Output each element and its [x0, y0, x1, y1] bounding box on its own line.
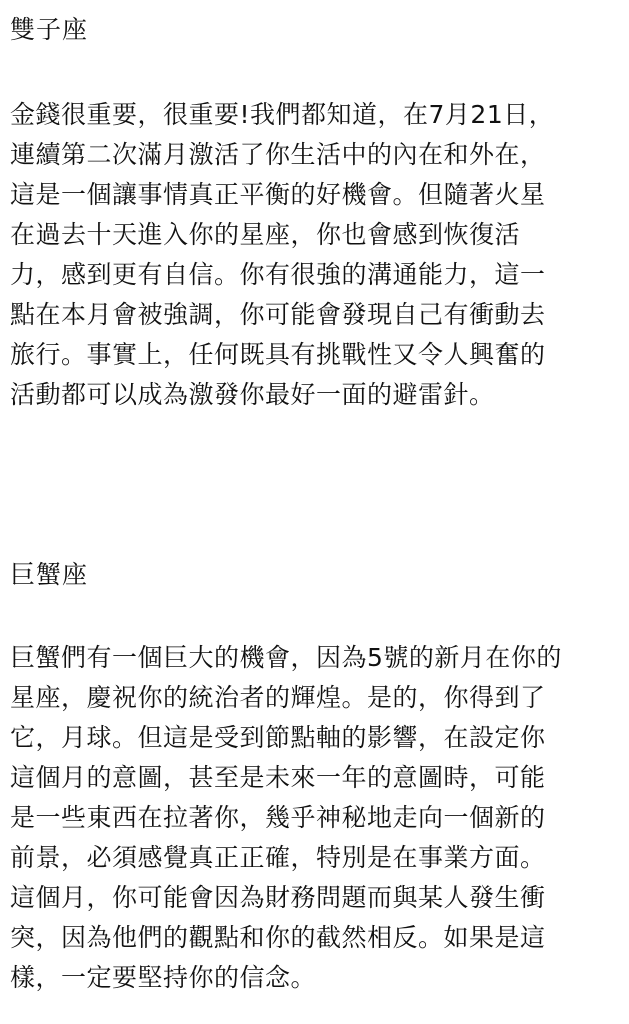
paragraph-line: 巨蟹們有一個巨大的機會，因為5號的新月在你的	[10, 643, 562, 672]
paragraph-line: 是一些東西在拉著你，幾乎神秘地走向一個新的	[10, 803, 546, 832]
paragraph-line: 這是一個讓事情真正平衡的好機會。但隨著火星	[10, 180, 546, 209]
paragraph-line: 活動都可以成為激發你最好一面的避雷針。	[10, 380, 495, 409]
paragraph-line: 前景，必須感覺真正正確，特別是在事業方面。	[10, 843, 546, 872]
horoscope-paragraph-cancer	[10, 638, 622, 998]
paragraph-line: 這個月的意圖，甚至是未來一年的意圖時，可能	[10, 763, 546, 792]
section-title-gemini: 雙子座	[10, 15, 89, 44]
paragraph-line: 突，因為他們的觀點和你的截然相反。如果是這	[10, 923, 546, 952]
paragraph-line: 旅行。事實上，任何既具有挑戰性又令人興奮的	[10, 340, 546, 369]
paragraph-line: 樣，一定要堅持你的信念。	[10, 963, 317, 992]
paragraph-line: 它，月球。但這是受到節點軸的影響，在設定你	[10, 723, 546, 752]
horoscope-paragraph-gemini	[10, 95, 622, 415]
paragraph-line: 點在本月會被強調，你可能會發現自己有衝動去	[10, 300, 546, 329]
section-title-cancer: 巨蟹座	[10, 560, 89, 589]
paragraph-line: 力，感到更有自信。你有很強的溝通能力，這一	[10, 260, 546, 289]
paragraph-line: 這個月，你可能會因為財務問題而與某人發生衝	[10, 883, 546, 912]
paragraph-line: 金錢很重要，很重要!我們都知道，在7月21日，	[10, 100, 555, 129]
paragraph-line: 連續第二次滿月激活了你生活中的內在和外在，	[10, 140, 546, 169]
paragraph-line: 在過去十天進入你的星座，你也會感到恢復活	[10, 220, 521, 249]
paragraph-line: 星座，慶祝你的統治者的輝煌。是的，你得到了	[10, 683, 546, 712]
